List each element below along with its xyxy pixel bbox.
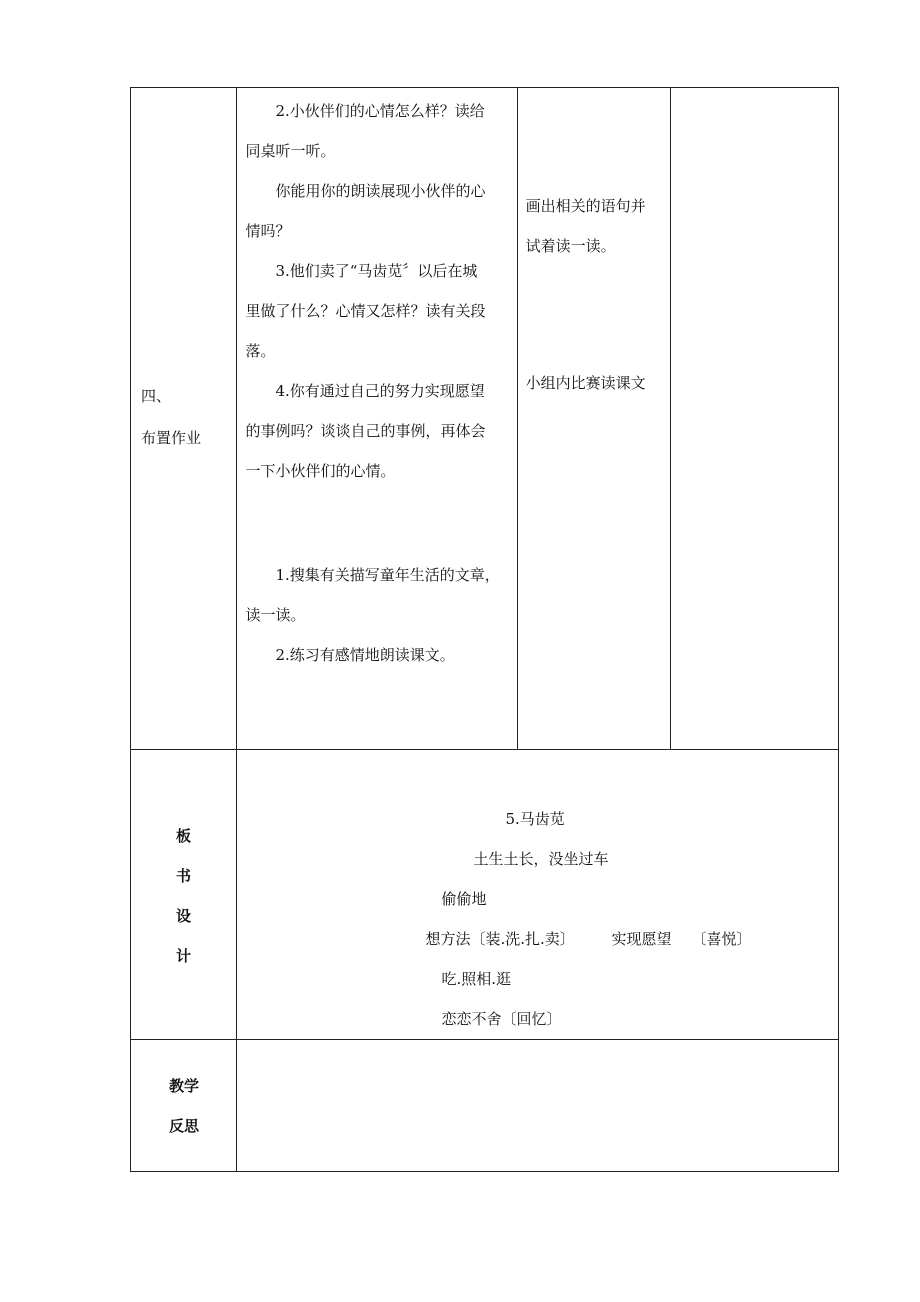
board-line: 土生土长，没坐过车 [473,850,609,868]
board-line: 想方法〔装.洗.扎.卖〕 [425,930,575,948]
reflection-label-line1: 教学 [169,1077,200,1095]
content-line: 读一读。 [245,606,306,624]
reflection-label-line2: 反思 [169,1117,200,1135]
board-title: 5.马齿苋 [505,810,565,828]
board-content-cell [237,750,839,1040]
content-line: 里做了什么？心情又怎样？读有关段 [245,302,486,320]
section4-label-line1: 四、 [141,387,172,405]
content-line: 1.搜集有关描写童年生活的文章， [275,566,500,584]
content-line: 一下小伙伴们的心情。 [245,462,396,480]
board-line: 偷偷地 [441,890,487,908]
activity-line: 画出相关的语句并 [525,197,646,215]
reflection-content-cell [237,1040,839,1172]
content-line: 3.他们卖了“马齿苋〞以后在城 [275,262,478,280]
board-line: 〔喜悦〕 [691,930,752,948]
section4-content-cell [237,88,517,750]
content-line: 2.练习有感情地朗读课文。 [275,646,455,664]
section4-label-cell [131,88,237,750]
board-label-char: 板 [176,827,192,845]
board-row [131,750,839,1040]
section4-notes-cell [671,88,839,750]
content-line: 情吗？ [245,222,291,240]
section4-row [131,88,839,750]
content-line: 你能用你的朗读展现小伙伴的心 [275,182,486,200]
content-line: 同桌听一听。 [245,142,336,160]
section4-label-line2: 布置作业 [141,429,202,447]
lesson-plan-table [130,87,839,1172]
activity-line: 小组内比赛读课文 [525,374,646,392]
board-line: 实现愿望 [611,930,672,948]
activity-line: 试着读一读。 [525,237,616,255]
board-line: 吃.照相.逛 [441,970,511,988]
board-label-char: 设 [176,907,192,925]
content-line: 的事例吗？谈谈自己的事例，再体会 [245,422,486,440]
board-label-char: 计 [176,947,192,965]
board-line: 恋恋不舍〔回忆〕 [441,1010,562,1028]
content-line: 2.小伙伴们的心情怎么样？读给 [275,102,485,120]
content-line: 4.你有通过自己的努力实现愿望 [275,382,485,400]
board-label-char: 书 [176,867,192,885]
section4-activity-cell [517,88,671,750]
reflection-label-cell [131,1040,237,1172]
content-line: 落。 [245,342,276,360]
board-label-cell [131,750,237,1040]
reflection-row [131,1040,839,1172]
